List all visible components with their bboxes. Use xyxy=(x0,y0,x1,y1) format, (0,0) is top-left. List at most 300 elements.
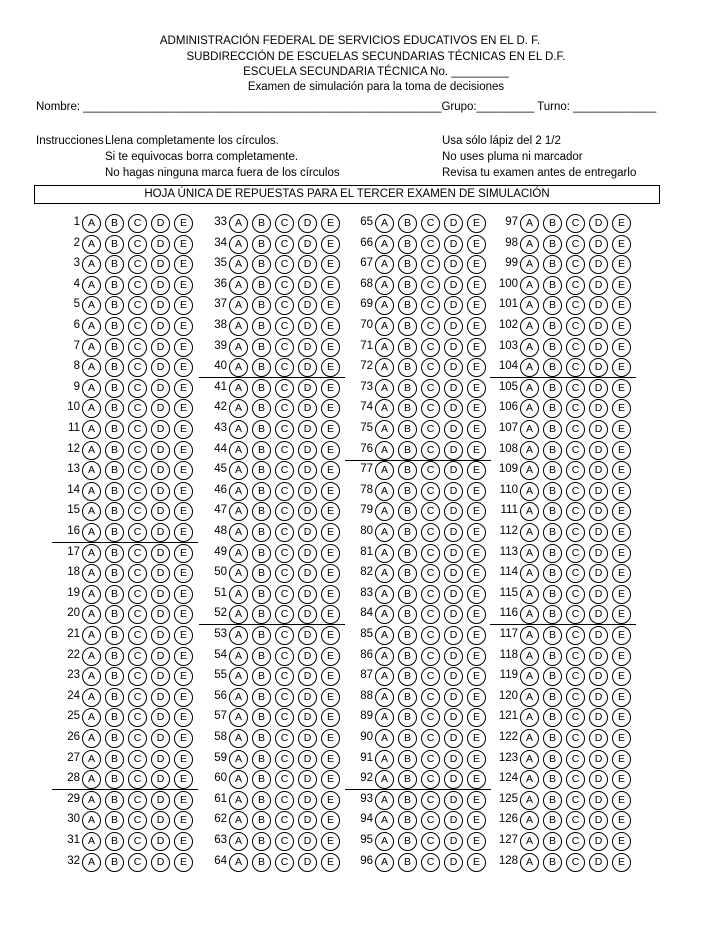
answer-bubble-c[interactable]: C xyxy=(566,255,585,274)
answer-bubble-b[interactable]: B xyxy=(398,626,417,645)
answer-bubble-c[interactable]: C xyxy=(128,791,147,810)
answer-bubble-a[interactable]: A xyxy=(82,338,101,357)
answer-bubble-d[interactable]: D xyxy=(298,214,317,233)
answer-bubble-e[interactable]: E xyxy=(612,811,631,830)
answer-bubble-c[interactable]: C xyxy=(566,214,585,233)
answer-bubble-a[interactable]: A xyxy=(82,420,101,439)
answer-bubble-e[interactable]: E xyxy=(321,770,340,789)
answer-bubble-e[interactable]: E xyxy=(467,750,486,769)
answer-bubble-d[interactable]: D xyxy=(589,564,608,583)
answer-bubble-b[interactable]: B xyxy=(252,276,271,295)
answer-bubble-b[interactable]: B xyxy=(543,461,562,480)
answer-bubble-e[interactable]: E xyxy=(467,338,486,357)
answer-bubble-c[interactable]: C xyxy=(128,358,147,377)
answer-bubble-d[interactable]: D xyxy=(151,647,170,666)
answer-bubble-c[interactable]: C xyxy=(421,338,440,357)
answer-bubble-d[interactable]: D xyxy=(298,502,317,521)
answer-bubble-d[interactable]: D xyxy=(589,358,608,377)
answer-bubble-e[interactable]: E xyxy=(612,667,631,686)
answer-bubble-d[interactable]: D xyxy=(444,235,463,254)
answer-bubble-d[interactable]: D xyxy=(589,296,608,315)
answer-bubble-c[interactable]: C xyxy=(128,441,147,460)
answer-bubble-e[interactable]: E xyxy=(321,523,340,542)
answer-bubble-e[interactable]: E xyxy=(321,358,340,377)
answer-bubble-a[interactable]: A xyxy=(82,502,101,521)
answer-bubble-b[interactable]: B xyxy=(398,647,417,666)
answer-bubble-d[interactable]: D xyxy=(151,770,170,789)
answer-bubble-e[interactable]: E xyxy=(174,626,193,645)
answer-bubble-e[interactable]: E xyxy=(467,502,486,521)
answer-bubble-c[interactable]: C xyxy=(421,605,440,624)
answer-bubble-d[interactable]: D xyxy=(444,585,463,604)
answer-bubble-d[interactable]: D xyxy=(298,255,317,274)
answer-bubble-c[interactable]: C xyxy=(128,832,147,851)
answer-bubble-e[interactable]: E xyxy=(612,708,631,727)
answer-bubble-a[interactable]: A xyxy=(375,544,394,563)
answer-bubble-b[interactable]: B xyxy=(105,461,124,480)
answer-bubble-c[interactable]: C xyxy=(566,667,585,686)
answer-bubble-c[interactable]: C xyxy=(566,358,585,377)
answer-bubble-e[interactable]: E xyxy=(321,667,340,686)
answer-bubble-b[interactable]: B xyxy=(398,564,417,583)
answer-bubble-e[interactable]: E xyxy=(321,399,340,418)
answer-bubble-c[interactable]: C xyxy=(566,729,585,748)
answer-bubble-e[interactable]: E xyxy=(612,235,631,254)
answer-bubble-d[interactable]: D xyxy=(298,853,317,872)
answer-bubble-a[interactable]: A xyxy=(229,255,248,274)
answer-bubble-d[interactable]: D xyxy=(589,585,608,604)
answer-bubble-b[interactable]: B xyxy=(398,585,417,604)
answer-bubble-a[interactable]: A xyxy=(229,358,248,377)
answer-bubble-b[interactable]: B xyxy=(252,235,271,254)
answer-bubble-a[interactable]: A xyxy=(375,626,394,645)
answer-bubble-a[interactable]: A xyxy=(229,420,248,439)
answer-bubble-a[interactable]: A xyxy=(520,770,539,789)
answer-bubble-b[interactable]: B xyxy=(398,317,417,336)
answer-bubble-b[interactable]: B xyxy=(398,708,417,727)
answer-bubble-d[interactable]: D xyxy=(444,647,463,666)
answer-bubble-d[interactable]: D xyxy=(589,379,608,398)
answer-bubble-b[interactable]: B xyxy=(105,317,124,336)
answer-bubble-e[interactable]: E xyxy=(321,420,340,439)
answer-bubble-b[interactable]: B xyxy=(543,750,562,769)
answer-bubble-c[interactable]: C xyxy=(128,482,147,501)
answer-bubble-b[interactable]: B xyxy=(398,461,417,480)
answer-bubble-a[interactable]: A xyxy=(229,853,248,872)
answer-bubble-d[interactable]: D xyxy=(298,544,317,563)
answer-bubble-e[interactable]: E xyxy=(321,605,340,624)
answer-bubble-c[interactable]: C xyxy=(566,708,585,727)
answer-bubble-a[interactable]: A xyxy=(82,585,101,604)
answer-bubble-c[interactable]: C xyxy=(566,750,585,769)
answer-bubble-d[interactable]: D xyxy=(298,276,317,295)
answer-bubble-d[interactable]: D xyxy=(444,420,463,439)
answer-bubble-b[interactable]: B xyxy=(398,811,417,830)
answer-bubble-a[interactable]: A xyxy=(82,255,101,274)
answer-bubble-c[interactable]: C xyxy=(421,564,440,583)
answer-bubble-b[interactable]: B xyxy=(543,647,562,666)
answer-bubble-c[interactable]: C xyxy=(275,626,294,645)
answer-bubble-a[interactable]: A xyxy=(520,317,539,336)
answer-bubble-d[interactable]: D xyxy=(589,605,608,624)
answer-bubble-e[interactable]: E xyxy=(612,358,631,377)
answer-bubble-b[interactable]: B xyxy=(398,420,417,439)
answer-bubble-c[interactable]: C xyxy=(566,791,585,810)
answer-bubble-d[interactable]: D xyxy=(298,420,317,439)
answer-bubble-c[interactable]: C xyxy=(275,317,294,336)
answer-bubble-d[interactable]: D xyxy=(151,461,170,480)
answer-bubble-c[interactable]: C xyxy=(566,276,585,295)
answer-bubble-b[interactable]: B xyxy=(543,420,562,439)
answer-bubble-e[interactable]: E xyxy=(321,482,340,501)
answer-bubble-d[interactable]: D xyxy=(444,214,463,233)
answer-bubble-d[interactable]: D xyxy=(444,667,463,686)
answer-bubble-b[interactable]: B xyxy=(543,338,562,357)
answer-bubble-a[interactable]: A xyxy=(229,770,248,789)
answer-bubble-e[interactable]: E xyxy=(174,255,193,274)
answer-bubble-d[interactable]: D xyxy=(298,235,317,254)
answer-bubble-e[interactable]: E xyxy=(612,688,631,707)
answer-bubble-a[interactable]: A xyxy=(520,276,539,295)
answer-bubble-b[interactable]: B xyxy=(105,379,124,398)
answer-bubble-b[interactable]: B xyxy=(105,585,124,604)
answer-bubble-c[interactable]: C xyxy=(275,502,294,521)
answer-bubble-c[interactable]: C xyxy=(421,235,440,254)
answer-bubble-e[interactable]: E xyxy=(321,626,340,645)
answer-bubble-d[interactable]: D xyxy=(298,708,317,727)
answer-bubble-c[interactable]: C xyxy=(566,317,585,336)
answer-bubble-d[interactable]: D xyxy=(589,544,608,563)
answer-bubble-d[interactable]: D xyxy=(589,626,608,645)
answer-bubble-c[interactable]: C xyxy=(566,544,585,563)
answer-bubble-b[interactable]: B xyxy=(252,338,271,357)
answer-bubble-d[interactable]: D xyxy=(151,338,170,357)
answer-bubble-e[interactable]: E xyxy=(174,585,193,604)
answer-bubble-e[interactable]: E xyxy=(467,605,486,624)
answer-bubble-a[interactable]: A xyxy=(520,585,539,604)
answer-bubble-c[interactable]: C xyxy=(421,399,440,418)
answer-bubble-a[interactable]: A xyxy=(520,626,539,645)
answer-bubble-c[interactable]: C xyxy=(566,482,585,501)
answer-bubble-c[interactable]: C xyxy=(421,523,440,542)
answer-bubble-e[interactable]: E xyxy=(612,276,631,295)
answer-bubble-e[interactable]: E xyxy=(321,235,340,254)
answer-bubble-a[interactable]: A xyxy=(229,214,248,233)
answer-bubble-a[interactable]: A xyxy=(229,544,248,563)
answer-bubble-a[interactable]: A xyxy=(229,585,248,604)
answer-bubble-d[interactable]: D xyxy=(444,358,463,377)
answer-bubble-e[interactable]: E xyxy=(174,688,193,707)
answer-bubble-e[interactable]: E xyxy=(467,296,486,315)
answer-bubble-b[interactable]: B xyxy=(398,791,417,810)
answer-bubble-a[interactable]: A xyxy=(229,688,248,707)
answer-bubble-c[interactable]: C xyxy=(275,276,294,295)
answer-bubble-b[interactable]: B xyxy=(543,667,562,686)
answer-bubble-a[interactable]: A xyxy=(82,214,101,233)
answer-bubble-a[interactable]: A xyxy=(229,811,248,830)
answer-bubble-b[interactable]: B xyxy=(398,688,417,707)
answer-bubble-c[interactable]: C xyxy=(566,770,585,789)
answer-bubble-c[interactable]: C xyxy=(421,358,440,377)
answer-bubble-c[interactable]: C xyxy=(421,667,440,686)
answer-bubble-a[interactable]: A xyxy=(82,729,101,748)
answer-bubble-e[interactable]: E xyxy=(174,461,193,480)
answer-bubble-c[interactable]: C xyxy=(275,729,294,748)
answer-bubble-d[interactable]: D xyxy=(298,750,317,769)
answer-bubble-b[interactable]: B xyxy=(543,605,562,624)
answer-bubble-d[interactable]: D xyxy=(298,770,317,789)
answer-bubble-e[interactable]: E xyxy=(612,379,631,398)
answer-bubble-a[interactable]: A xyxy=(520,399,539,418)
answer-bubble-b[interactable]: B xyxy=(398,667,417,686)
answer-bubble-e[interactable]: E xyxy=(612,420,631,439)
answer-bubble-b[interactable]: B xyxy=(105,564,124,583)
answer-bubble-e[interactable]: E xyxy=(174,338,193,357)
answer-bubble-a[interactable]: A xyxy=(520,214,539,233)
answer-bubble-a[interactable]: A xyxy=(229,708,248,727)
answer-bubble-e[interactable]: E xyxy=(467,626,486,645)
answer-bubble-e[interactable]: E xyxy=(174,358,193,377)
answer-bubble-c[interactable]: C xyxy=(421,214,440,233)
answer-bubble-c[interactable]: C xyxy=(275,461,294,480)
answer-bubble-b[interactable]: B xyxy=(398,729,417,748)
answer-bubble-c[interactable]: C xyxy=(566,399,585,418)
answer-bubble-b[interactable]: B xyxy=(543,296,562,315)
answer-bubble-a[interactable]: A xyxy=(229,729,248,748)
answer-bubble-c[interactable]: C xyxy=(421,708,440,727)
answer-bubble-b[interactable]: B xyxy=(105,832,124,851)
answer-bubble-e[interactable]: E xyxy=(612,605,631,624)
answer-bubble-e[interactable]: E xyxy=(321,214,340,233)
answer-bubble-b[interactable]: B xyxy=(105,729,124,748)
answer-bubble-a[interactable]: A xyxy=(520,708,539,727)
answer-bubble-e[interactable]: E xyxy=(174,544,193,563)
answer-bubble-e[interactable]: E xyxy=(467,276,486,295)
answer-bubble-a[interactable]: A xyxy=(375,647,394,666)
answer-bubble-b[interactable]: B xyxy=(252,750,271,769)
answer-bubble-e[interactable]: E xyxy=(612,441,631,460)
answer-bubble-a[interactable]: A xyxy=(520,750,539,769)
answer-bubble-b[interactable]: B xyxy=(398,296,417,315)
answer-bubble-a[interactable]: A xyxy=(82,647,101,666)
answer-bubble-b[interactable]: B xyxy=(252,667,271,686)
answer-bubble-a[interactable]: A xyxy=(229,338,248,357)
answer-bubble-d[interactable]: D xyxy=(151,853,170,872)
answer-bubble-d[interactable]: D xyxy=(589,482,608,501)
answer-bubble-d[interactable]: D xyxy=(151,791,170,810)
answer-bubble-c[interactable]: C xyxy=(275,667,294,686)
answer-bubble-e[interactable]: E xyxy=(467,523,486,542)
answer-bubble-a[interactable]: A xyxy=(229,296,248,315)
answer-bubble-a[interactable]: A xyxy=(375,791,394,810)
answer-bubble-e[interactable]: E xyxy=(467,667,486,686)
answer-bubble-a[interactable]: A xyxy=(375,482,394,501)
answer-bubble-e[interactable]: E xyxy=(174,441,193,460)
answer-bubble-a[interactable]: A xyxy=(520,605,539,624)
answer-bubble-c[interactable]: C xyxy=(566,523,585,542)
answer-bubble-c[interactable]: C xyxy=(566,585,585,604)
answer-bubble-d[interactable]: D xyxy=(298,399,317,418)
answer-bubble-e[interactable]: E xyxy=(612,564,631,583)
answer-bubble-a[interactable]: A xyxy=(82,482,101,501)
answer-bubble-c[interactable]: C xyxy=(421,482,440,501)
answer-bubble-c[interactable]: C xyxy=(275,255,294,274)
answer-bubble-a[interactable]: A xyxy=(82,708,101,727)
answer-bubble-a[interactable]: A xyxy=(82,811,101,830)
answer-bubble-a[interactable]: A xyxy=(82,399,101,418)
answer-bubble-c[interactable]: C xyxy=(128,853,147,872)
answer-bubble-c[interactable]: C xyxy=(566,853,585,872)
answer-bubble-b[interactable]: B xyxy=(398,214,417,233)
answer-bubble-b[interactable]: B xyxy=(543,379,562,398)
answer-bubble-b[interactable]: B xyxy=(252,770,271,789)
answer-bubble-d[interactable]: D xyxy=(444,399,463,418)
answer-bubble-d[interactable]: D xyxy=(151,502,170,521)
answer-bubble-a[interactable]: A xyxy=(82,667,101,686)
answer-bubble-b[interactable]: B xyxy=(105,502,124,521)
answer-bubble-a[interactable]: A xyxy=(229,502,248,521)
answer-bubble-a[interactable]: A xyxy=(82,441,101,460)
answer-bubble-c[interactable]: C xyxy=(421,770,440,789)
answer-bubble-b[interactable]: B xyxy=(105,441,124,460)
answer-bubble-a[interactable]: A xyxy=(520,502,539,521)
answer-bubble-e[interactable]: E xyxy=(612,750,631,769)
answer-bubble-a[interactable]: A xyxy=(229,461,248,480)
answer-bubble-b[interactable]: B xyxy=(398,605,417,624)
answer-bubble-c[interactable]: C xyxy=(421,317,440,336)
answer-bubble-a[interactable]: A xyxy=(520,564,539,583)
answer-bubble-e[interactable]: E xyxy=(174,276,193,295)
answer-bubble-b[interactable]: B xyxy=(105,276,124,295)
answer-bubble-d[interactable]: D xyxy=(444,729,463,748)
answer-bubble-e[interactable]: E xyxy=(612,317,631,336)
answer-bubble-e[interactable]: E xyxy=(321,647,340,666)
answer-bubble-e[interactable]: E xyxy=(174,853,193,872)
answer-bubble-e[interactable]: E xyxy=(612,770,631,789)
answer-bubble-b[interactable]: B xyxy=(105,708,124,727)
answer-bubble-d[interactable]: D xyxy=(151,626,170,645)
answer-bubble-d[interactable]: D xyxy=(444,626,463,645)
answer-bubble-e[interactable]: E xyxy=(321,461,340,480)
answer-bubble-e[interactable]: E xyxy=(321,791,340,810)
answer-bubble-b[interactable]: B xyxy=(252,296,271,315)
answer-bubble-a[interactable]: A xyxy=(520,853,539,872)
answer-bubble-c[interactable]: C xyxy=(566,296,585,315)
answer-bubble-d[interactable]: D xyxy=(589,420,608,439)
answer-bubble-b[interactable]: B xyxy=(543,235,562,254)
answer-bubble-c[interactable]: C xyxy=(128,729,147,748)
answer-bubble-d[interactable]: D xyxy=(298,296,317,315)
answer-bubble-c[interactable]: C xyxy=(128,626,147,645)
answer-bubble-b[interactable]: B xyxy=(252,420,271,439)
answer-bubble-d[interactable]: D xyxy=(151,441,170,460)
answer-bubble-d[interactable]: D xyxy=(589,811,608,830)
answer-bubble-d[interactable]: D xyxy=(444,441,463,460)
answer-bubble-e[interactable]: E xyxy=(467,585,486,604)
answer-bubble-b[interactable]: B xyxy=(398,338,417,357)
answer-bubble-b[interactable]: B xyxy=(398,276,417,295)
answer-bubble-e[interactable]: E xyxy=(321,441,340,460)
answer-bubble-b[interactable]: B xyxy=(252,791,271,810)
answer-bubble-e[interactable]: E xyxy=(467,688,486,707)
answer-bubble-a[interactable]: A xyxy=(229,626,248,645)
answer-bubble-b[interactable]: B xyxy=(105,605,124,624)
answer-bubble-e[interactable]: E xyxy=(174,502,193,521)
answer-bubble-b[interactable]: B xyxy=(543,729,562,748)
answer-bubble-c[interactable]: C xyxy=(128,811,147,830)
answer-bubble-c[interactable]: C xyxy=(421,853,440,872)
answer-bubble-e[interactable]: E xyxy=(612,544,631,563)
answer-bubble-a[interactable]: A xyxy=(229,605,248,624)
answer-bubble-c[interactable]: C xyxy=(275,811,294,830)
answer-bubble-e[interactable]: E xyxy=(174,420,193,439)
answer-bubble-d[interactable]: D xyxy=(298,482,317,501)
answer-bubble-c[interactable]: C xyxy=(275,399,294,418)
answer-bubble-d[interactable]: D xyxy=(151,420,170,439)
answer-bubble-e[interactable]: E xyxy=(174,832,193,851)
answer-bubble-e[interactable]: E xyxy=(467,832,486,851)
answer-bubble-d[interactable]: D xyxy=(151,317,170,336)
answer-bubble-a[interactable]: A xyxy=(229,523,248,542)
answer-bubble-d[interactable]: D xyxy=(589,688,608,707)
answer-bubble-c[interactable]: C xyxy=(128,523,147,542)
answer-bubble-e[interactable]: E xyxy=(321,296,340,315)
answer-bubble-d[interactable]: D xyxy=(589,853,608,872)
answer-bubble-d[interactable]: D xyxy=(298,523,317,542)
answer-bubble-a[interactable]: A xyxy=(82,523,101,542)
answer-bubble-d[interactable]: D xyxy=(298,564,317,583)
answer-bubble-b[interactable]: B xyxy=(398,750,417,769)
answer-bubble-b[interactable]: B xyxy=(252,729,271,748)
answer-bubble-e[interactable]: E xyxy=(467,214,486,233)
answer-bubble-b[interactable]: B xyxy=(398,523,417,542)
answer-bubble-c[interactable]: C xyxy=(128,750,147,769)
answer-bubble-b[interactable]: B xyxy=(543,441,562,460)
answer-bubble-c[interactable]: C xyxy=(566,688,585,707)
answer-bubble-a[interactable]: A xyxy=(82,853,101,872)
answer-bubble-a[interactable]: A xyxy=(520,338,539,357)
answer-bubble-e[interactable]: E xyxy=(321,832,340,851)
answer-bubble-c[interactable]: C xyxy=(421,296,440,315)
answer-bubble-d[interactable]: D xyxy=(151,276,170,295)
answer-bubble-c[interactable]: C xyxy=(128,667,147,686)
answer-bubble-c[interactable]: C xyxy=(421,626,440,645)
answer-bubble-b[interactable]: B xyxy=(252,811,271,830)
answer-bubble-e[interactable]: E xyxy=(174,379,193,398)
answer-bubble-a[interactable]: A xyxy=(229,441,248,460)
answer-bubble-c[interactable]: C xyxy=(275,235,294,254)
answer-bubble-e[interactable]: E xyxy=(174,399,193,418)
answer-bubble-a[interactable]: A xyxy=(82,791,101,810)
answer-bubble-d[interactable]: D xyxy=(589,523,608,542)
answer-bubble-e[interactable]: E xyxy=(467,399,486,418)
answer-bubble-b[interactable]: B xyxy=(543,317,562,336)
answer-bubble-d[interactable]: D xyxy=(151,399,170,418)
answer-bubble-d[interactable]: D xyxy=(444,317,463,336)
answer-bubble-c[interactable]: C xyxy=(128,647,147,666)
answer-bubble-b[interactable]: B xyxy=(543,358,562,377)
answer-bubble-c[interactable]: C xyxy=(275,750,294,769)
answer-bubble-b[interactable]: B xyxy=(105,296,124,315)
answer-bubble-b[interactable]: B xyxy=(105,544,124,563)
answer-bubble-d[interactable]: D xyxy=(151,729,170,748)
answer-bubble-c[interactable]: C xyxy=(275,214,294,233)
answer-bubble-a[interactable]: A xyxy=(520,811,539,830)
answer-bubble-d[interactable]: D xyxy=(298,626,317,645)
answer-bubble-d[interactable]: D xyxy=(444,523,463,542)
answer-bubble-b[interactable]: B xyxy=(398,235,417,254)
answer-bubble-c[interactable]: C xyxy=(566,502,585,521)
